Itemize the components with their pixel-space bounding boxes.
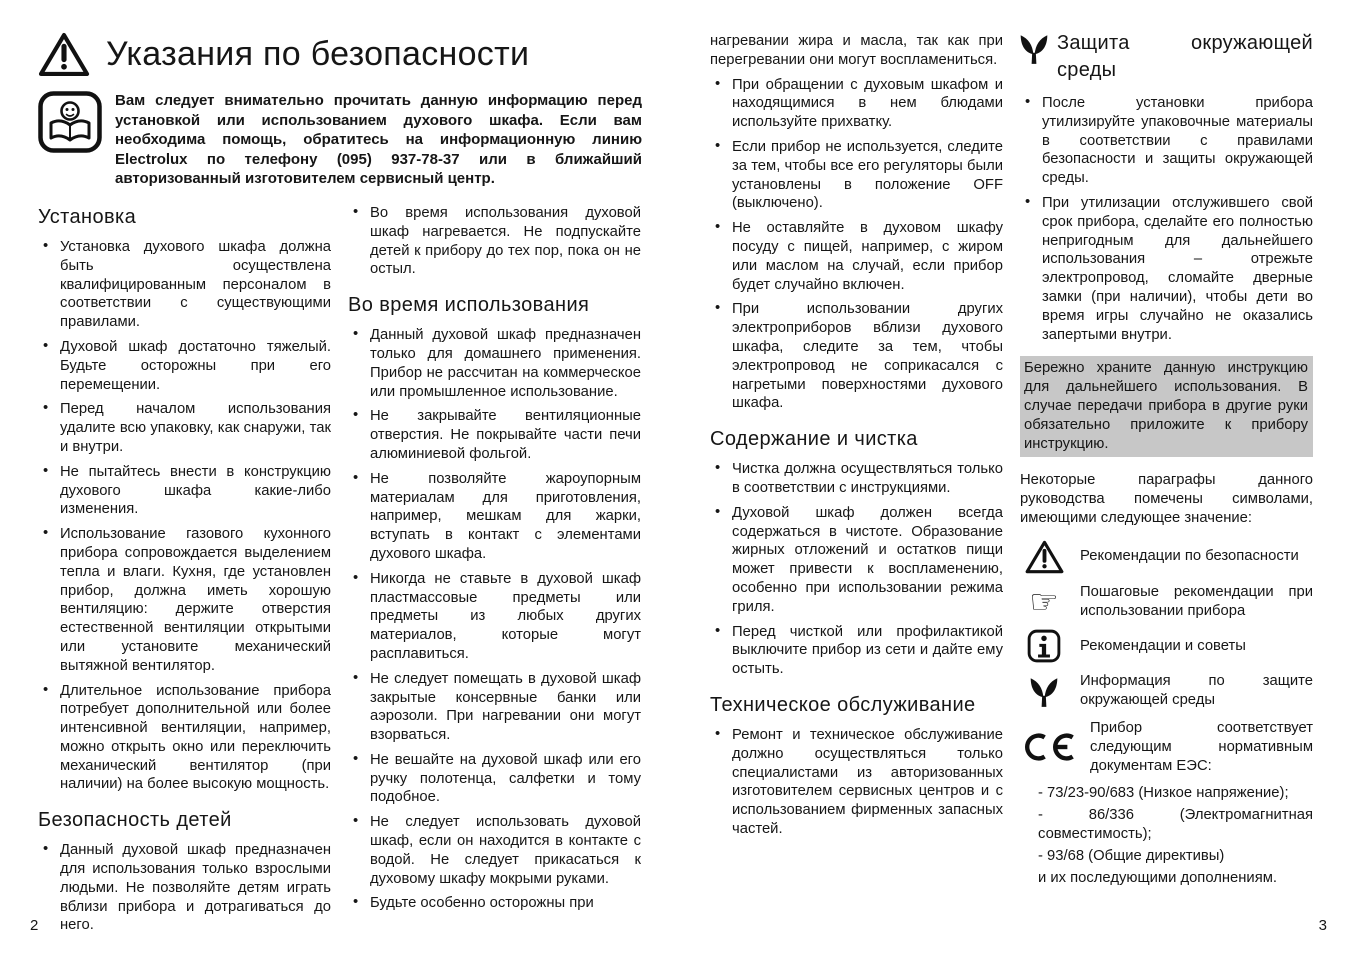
child-safety-list-cont [348,204,641,279]
legend-item-steps [1020,583,1313,621]
legend-text: Информация по защите окружающей среды [1080,673,1313,709]
warning-triangle-icon [1020,540,1068,574]
bullet-item: • Будьте особенно осторожны при [348,894,641,913]
directives-list [1020,784,1313,887]
bullet-item: • Духовой шкаф должен всегда содержаться в чистоте. Образование жирных отложений и остатков пищи может привести к воспламенению, особенно при использовании режима гриля. [710,504,1003,617]
bullet-item: • Не позволяйте жароупорным материалам для приготовления, например, мешкам для жарки, вступать в контакт с элементами духового шкафа. [348,470,641,564]
legend-item-safety [1020,540,1313,574]
directive-line: и их последующими дополнениям. [1038,869,1277,886]
column-1 [38,202,331,941]
legend-item-environment [1020,672,1313,710]
directive-line: - 73/23-90/683 (Низкое напряжение); [1038,785,1289,802]
section-heading-service: Техническое обслуживание [710,693,976,716]
section-heading-child-safety: Безопасность детей [38,809,232,832]
bullet-item: • Никогда не ставьте в духовой шкаф пластмассовые предметы или предметы из любых других материалов, которые могут расплавиться. [348,570,641,664]
cleaning-list [710,460,1003,679]
plant-icon [1020,33,1048,64]
bullet-item: • Перед чисткой или профилактикой выключите прибор из сети и дайте ему остыть. [710,623,1003,679]
bullet-item: • Если прибор не используется, следите за тем, чтобы все его регуляторы были установлены в положение OFF (выключено). [710,138,1003,213]
ce-mark-icon [1020,732,1078,762]
bullet-item: • После установки прибора утилизируйте упаковочные материалы в соответствии с правилами безопасности и защиты окружающей среды. [1020,94,1313,188]
bullet-item: • Не следует использовать духовой шкаф, если он находится в контакте с водой. Не следует прикасаться к духовому шкафу мокрыми руками. [348,813,641,888]
intro-text: Вам следует внимательно прочитать данную информацию перед установкой или использованием духового шкафа. Если вам необходима помощь, обратитесь на информационную линию Electrolux по телефону (095) 937-78-37 или в ближайший авторизованный изготовителем сервисный центр. [115,92,642,188]
info-icon [1020,629,1068,663]
legend-text: Пошаговые рекомендации при использовании прибора [1080,583,1313,619]
symbols-intro: Некоторые параграфы данного руководства помечены символами, имеющими следующее значение: [1020,472,1313,526]
page-number-left: 2 [30,917,39,934]
section-heading-installation: Установка [38,205,137,228]
directive-line: - 93/68 (Общие директивы) [1038,847,1225,864]
bullet-item: • Не пытайтесь внести в конструкцию духового шкафа какие-либо изменения. [38,463,331,519]
column-4 [1020,30,1313,890]
during-use-list [348,326,641,913]
keep-instructions-note: Бережно храните данную инструкцию для дальнейшего использования. В случае передачи прибора в другие руки обязательно приложите к прибору инструкцию. [1020,356,1313,457]
page-number-right: 3 [1318,917,1327,934]
legend-text: Рекомендации по безопасности [1080,548,1299,565]
bullet-item: • Не вешайте на духовой шкаф или его ручку полотенца, салфетки и тому подобное. [348,751,641,807]
section-heading-environment [1020,30,1313,84]
legend-item-tips [1020,629,1313,663]
bullet-item: • При обращении с духовым шкафом и находящимися в нем блюдами используйте прихватку. [710,76,1003,132]
bullet-item: • Духовой шкаф достаточно тяжелый. Будьте осторожны при его перемещении. [38,338,331,394]
page-left [38,30,642,941]
bullet-item: • Данный духовой шкаф предназначен только для домашнего применения. Прибор не рассчитан на коммерческое или промышленное использование. [348,326,641,401]
bullet-item: • Не следует помещать в духовой шкаф закрытые консервные банки или аэрозоли. При нагревании они могут взорваться. [348,670,641,745]
child-safety-list [38,841,331,935]
warning-triangle-icon [38,32,90,77]
bullet-item: • Ремонт и техническое обслуживание должно осуществляться только специалистами из авторизованных изготовителем сервисных центров и с использованием фирменных запасных частей. [710,726,1003,839]
page-title: Указания по безопасности [106,35,530,73]
intro-block [38,91,642,189]
bullet-item: • Длительное использование прибора потребует дополнительной или более интенсивной вентиляции, например, можно открыть окно или переключить механический вентилятор (при наличии) на более высокую мощность. [38,682,331,795]
plant-icon [1020,676,1068,707]
column-2 [348,202,641,941]
bullet-item: • Чистка должна осуществляться только в соответствии с инструкциями. [710,460,1003,498]
service-list [710,726,1003,839]
title-row [38,32,642,77]
bullet-item: • Не закрывайте вентиляционные отверстия. Не покрывайте части печи алюминиевой фольгой. [348,407,641,463]
section-heading-cleaning: Содержание и чистка [710,428,918,451]
legend-item-ce [1020,719,1313,775]
during-use-continuation: нагревании жира и масла, так как при перегревании они могут воспламениться. [710,33,1003,68]
during-use-list-cont [710,76,1003,414]
section-heading-during-use: Во время использования [348,294,590,317]
bullet-item: • Данный духовой шкаф предназначен для использования только взрослыми людьми. Не позволяйте детям играть вблизи прибора и дотрагиваться до него. [38,841,331,935]
column-3 [710,30,1003,890]
bullet-item: • Не оставляйте в духовом шкафу посуду с пищей, например, с жиром или маслом на случай, если прибор будет случайно включен. [710,219,1003,294]
bullet-item: • Перед началом использования удалите всю упаковку, как снаружи, так и внутри. [38,400,331,456]
directive-line: - 86/336 (Электромагнитная совместимость); [1038,807,1313,842]
installation-list [38,238,331,794]
pointing-hand-icon: ☞ [1029,582,1059,622]
bullet-item: • Установка духового шкафа должна быть осуществлена квалифицированным персоналом в соответствии с существующими правилами. [38,238,331,332]
legend-text: Рекомендации и советы [1080,637,1246,654]
reading-book-icon [38,91,102,189]
bullet-item: • При использовании других электроприборов вблизи духового шкафа, следите за тем, чтобы электропровод не соприкасался с нагретыми поверхностями духового шкафа. [710,300,1003,413]
legend-text: Прибор соответствует следующим нормативным документам ЕЭС: [1090,719,1313,774]
environment-heading-text: Защита окружающей среды [1057,32,1313,81]
bullet-item: • Во время использования духовой шкаф нагревается. Не подпускайте детей к прибору до тех пор, пока он не остыл. [348,204,641,279]
bullet-item: • Использование газового кухонного прибора сопровождается выделением тепла и влаги. Кухня, где установлен прибор, должна иметь хорошую вентиляцию: держите отверстия естественной вентиляции открытыми или установите механический вытяжной вентилятор. [38,525,331,675]
page-right [710,30,1314,941]
bullet-item: • При утилизации отслужившего свой срок прибора, сделайте его полностью непригодным для дальнейшего использования – отрежьте электропровод, сломайте дверные замки (при наличии), чтобы дети во время игры случайно не оказались запертыми внутри. [1020,194,1313,344]
environment-list [1020,94,1313,344]
